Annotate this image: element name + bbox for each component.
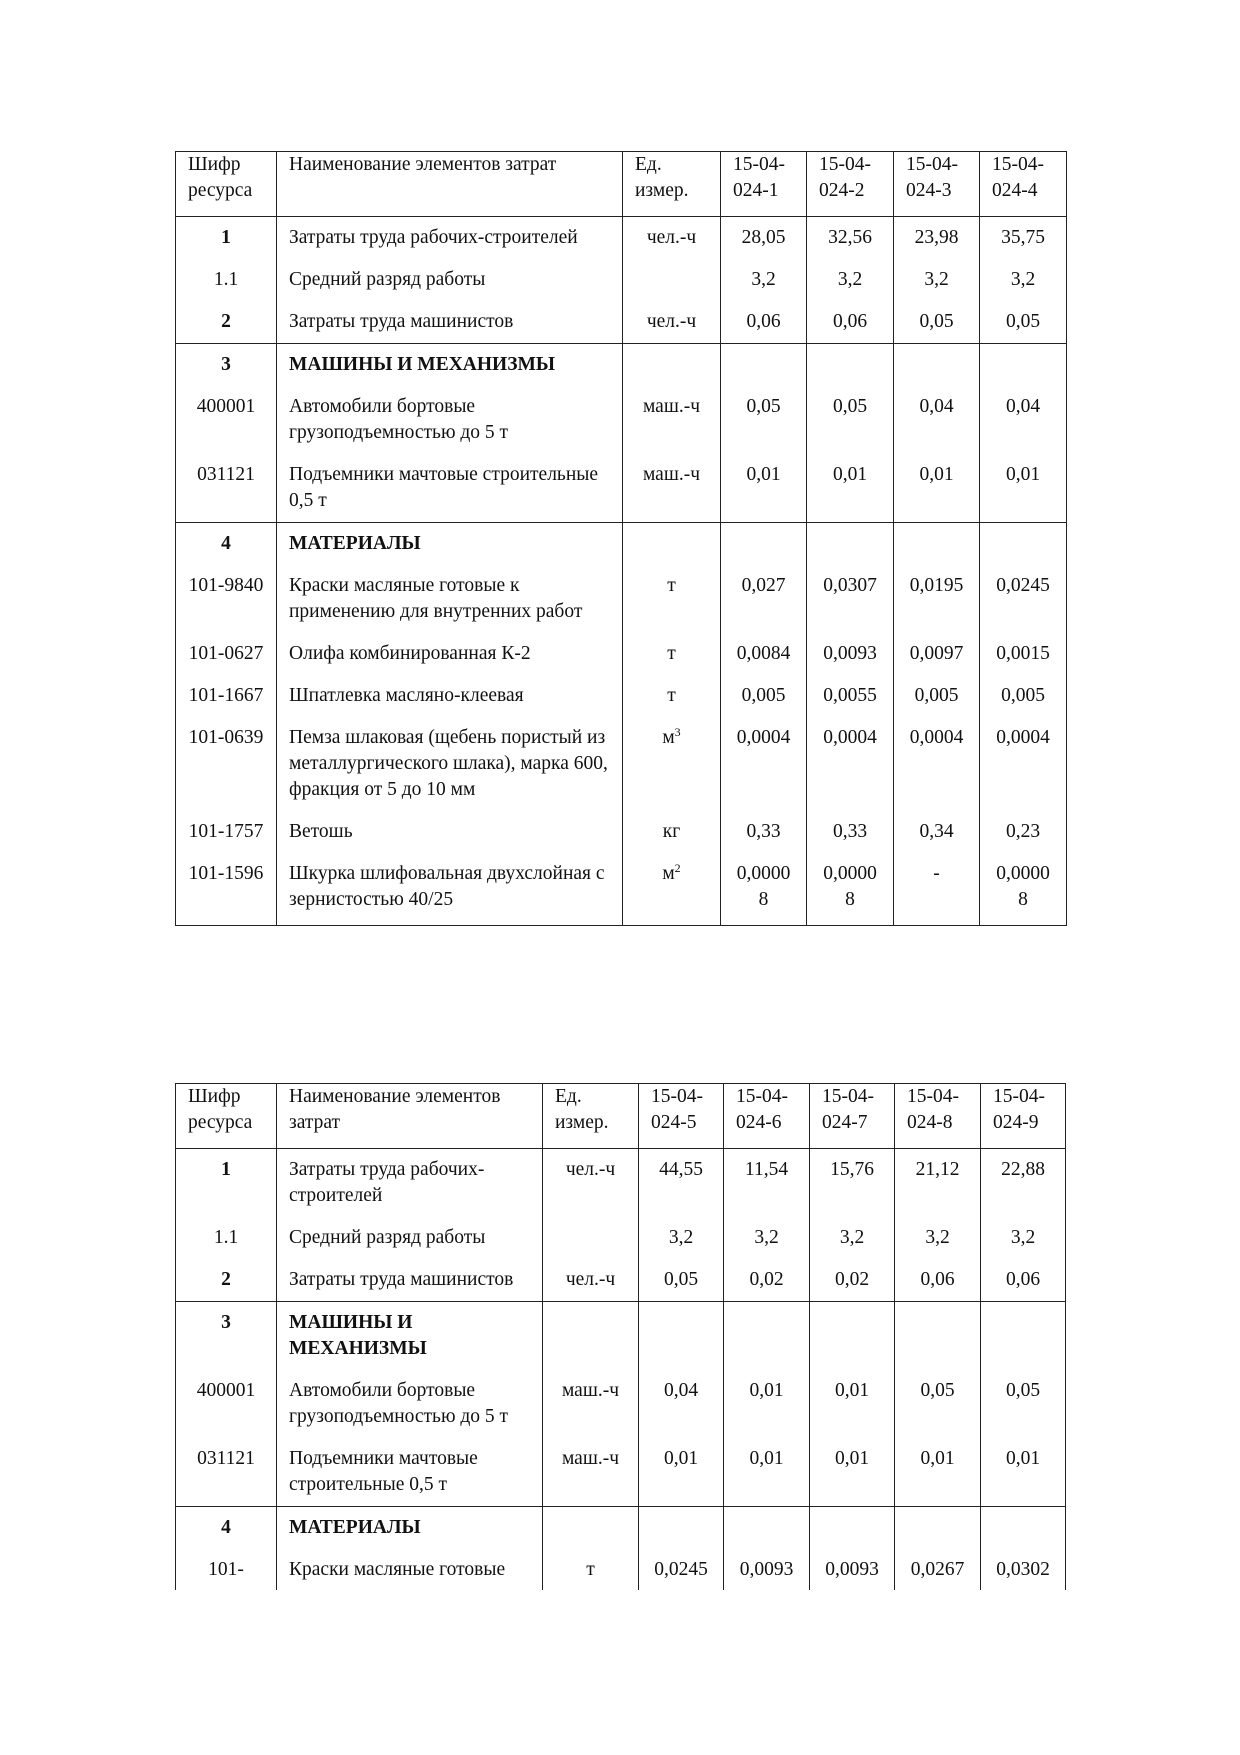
table-row [176,565,1067,633]
value-cell: 0,02 [724,1259,810,1302]
value-cell [807,523,894,566]
value-cell: 3,2 [639,1217,724,1259]
header-col: 15-04-024-4 [980,152,1067,217]
value-cell [894,523,980,566]
resource-name-cell: Подъемники мачтовые строительные 0,5 т [277,1438,543,1507]
value-cell: 0,01 [639,1438,724,1507]
unit-cell [623,675,721,717]
value-cell: 0,0093 [807,633,894,675]
resource-code-cell: 101-1596 [176,853,277,926]
unit-cell [543,1302,639,1371]
value-cell: 0,04 [894,386,980,454]
value-cell: 3,2 [895,1217,981,1259]
value-cell: 0,05 [639,1259,724,1302]
resource-name-cell: Краски масляные готовые к применению для внутренних работ [277,565,623,633]
resource-name-cell: Шпатлевка масляно-клеевая [277,675,623,717]
resource-code-cell: 1.1 [176,259,277,301]
value-cell [639,1302,724,1371]
value-cell [807,344,894,387]
resource-name-cell: МАТЕРИАЛЫ [277,1507,543,1550]
resource-code-cell: 1 [176,217,277,260]
table-row [176,454,1067,523]
value-cell: 0,05 [895,1370,981,1438]
value-cell [810,1507,895,1550]
resource-code-cell: 101-0627 [176,633,277,675]
resource-name-cell: МАШИНЫ И МЕХАНИЗМЫ [277,344,623,387]
value-cell: 32,56 [807,217,894,260]
value-cell: 0,0004 [721,717,807,811]
resource-code-cell: 1 [176,1149,277,1218]
value-cell: 0,00008 [980,853,1067,926]
resource-code-cell: 2 [176,301,277,344]
resource-name-cell: МАТЕРИАЛЫ [277,523,623,566]
page-bottom-margin [0,1590,1240,1755]
value-cell: 3,2 [981,1217,1066,1259]
resource-name-cell: Шкурка шлифовальная двухслойная с зернистостью 40/25 [277,853,623,926]
table-row [176,1370,1066,1438]
value-cell: 0,01 [810,1370,895,1438]
header-code: Шифр ресурса [176,152,277,217]
value-cell: 0,0097 [894,633,980,675]
unit-cell [623,344,721,387]
value-cell: 0,027 [721,565,807,633]
value-cell [724,1507,810,1550]
header-code: Шифр ресурса [176,1084,277,1149]
resource-code-cell: 400001 [176,1370,277,1438]
value-cell [721,523,807,566]
value-cell [724,1302,810,1371]
value-cell: 0,0302 [981,1549,1066,1591]
header-col: 15-04-024-3 [894,152,980,217]
resource-name-cell: Затраты труда машинистов [277,1259,543,1302]
value-cell: 0,0084 [721,633,807,675]
unit-cell [623,259,721,301]
value-cell: 0,01 [724,1370,810,1438]
value-cell: 0,0245 [980,565,1067,633]
value-cell: 0,005 [980,675,1067,717]
header-col: 15-04-024-7 [810,1084,895,1149]
value-cell: 3,2 [810,1217,895,1259]
value-cell: 0,0015 [980,633,1067,675]
header-col: 15-04-024-6 [724,1084,810,1149]
unit-text: маш.-ч [642,396,701,417]
value-cell: 0,0093 [810,1549,895,1591]
unit-cell [543,1217,639,1259]
value-cell: 0,00008 [721,853,807,926]
table-row [176,523,1067,566]
unit-text: маш.-ч [642,464,701,485]
resource-name-cell: Краски масляные готовые [277,1549,543,1591]
value-cell: 0,005 [894,675,980,717]
value-cell [894,344,980,387]
table-row [176,1259,1066,1302]
value-cell: 0,0093 [724,1549,810,1591]
table-row [176,1438,1066,1507]
resource-code-cell: 101- [176,1549,277,1591]
resource-code-cell: 4 [176,1507,277,1550]
value-cell: 0,05 [980,301,1067,344]
unit-text: маш.-ч [561,1448,620,1469]
value-cell: 0,0055 [807,675,894,717]
value-cell: 0,23 [980,811,1067,853]
value-cell [980,344,1067,387]
unit-cell [623,301,721,344]
value-cell: 3,2 [980,259,1067,301]
table-row [176,1217,1066,1259]
resource-code-cell: 2 [176,1259,277,1302]
value-cell [895,1507,981,1550]
unit-text: т [667,575,676,596]
table-row [176,1302,1066,1371]
value-cell: 0,05 [894,301,980,344]
table-row [176,1549,1066,1591]
unit-text: маш.-ч [561,1380,620,1401]
value-cell: 0,05 [807,386,894,454]
resource-table-1 [175,151,1067,926]
value-cell [810,1302,895,1371]
resource-name-cell: Пемза шлаковая (щебень пористый из металлургического шлака), марка 600, фракция от 5 до 10 мм [277,717,623,811]
table-row [176,1149,1066,1218]
table-row [176,217,1067,260]
table-row [176,386,1067,454]
unit-cell [623,454,721,523]
resource-code-cell: 4 [176,523,277,566]
resource-code-cell: 101-9840 [176,565,277,633]
unit-cell [623,853,721,926]
unit-text: м [662,727,675,748]
resource-name-cell: Автомобили бортовые грузоподъемностью до 5 т [277,386,623,454]
table-row [176,633,1067,675]
value-cell [980,523,1067,566]
value-cell: 0,04 [639,1370,724,1438]
resource-code-cell: 101-1667 [176,675,277,717]
unit-cell [623,717,721,811]
unit-exponent: 2 [674,861,681,875]
resource-code-cell: 3 [176,344,277,387]
unit-cell [623,565,721,633]
value-cell [981,1507,1066,1550]
table-row [176,1507,1066,1550]
value-cell: 23,98 [894,217,980,260]
header-name: Наименование элементов затрат [277,1084,543,1149]
header-unit: Ед. измер. [623,152,721,217]
table-header-row [176,152,1067,217]
unit-cell [543,1549,639,1591]
value-cell: 0,02 [810,1259,895,1302]
value-cell: 0,01 [894,454,980,523]
resource-table-2 [175,1083,1066,1591]
value-cell: 0,06 [807,301,894,344]
resource-code-cell: 101-1757 [176,811,277,853]
value-cell: 0,005 [721,675,807,717]
unit-cell [543,1507,639,1550]
value-cell: 0,0195 [894,565,980,633]
table-row [176,301,1067,344]
table-row [176,344,1067,387]
resource-code-cell: 1.1 [176,1217,277,1259]
value-cell: 0,06 [895,1259,981,1302]
value-cell [721,344,807,387]
value-cell: 15,76 [810,1149,895,1218]
unit-cell [543,1370,639,1438]
unit-text: кг [662,821,681,842]
resource-code-cell: 101-0639 [176,717,277,811]
table-row [176,259,1067,301]
value-cell: 0,0307 [807,565,894,633]
resource-name-cell: МАШИНЫ И МЕХАНИЗМЫ [277,1302,543,1371]
resource-code-cell: 400001 [176,386,277,454]
resource-name-cell: Олифа комбинированная К-2 [277,633,623,675]
unit-text: чел.-ч [565,1269,616,1290]
value-cell: 21,12 [895,1149,981,1218]
value-cell: 0,05 [981,1370,1066,1438]
table-row [176,675,1067,717]
unit-cell [623,633,721,675]
resource-code-cell: 031121 [176,454,277,523]
unit-text: т [667,643,676,664]
value-cell: 0,0004 [980,717,1067,811]
value-cell: - [894,853,980,926]
header-name: Наименование элементов затрат [277,152,623,217]
value-cell: 0,33 [807,811,894,853]
table-header-row [176,1084,1066,1149]
value-cell: 0,01 [724,1438,810,1507]
value-cell: 3,2 [724,1217,810,1259]
resource-name-cell: Средний разряд работы [277,1217,543,1259]
value-cell: 3,2 [721,259,807,301]
header-col: 15-04-024-5 [639,1084,724,1149]
resource-name-cell: Затраты труда машинистов [277,301,623,344]
table-row [176,853,1067,926]
value-cell: 0,04 [980,386,1067,454]
value-cell: 0,34 [894,811,980,853]
resource-name-cell: Средний разряд работы [277,259,623,301]
value-cell: 11,54 [724,1149,810,1218]
value-cell [981,1302,1066,1371]
value-cell: 0,01 [981,1438,1066,1507]
header-col: 15-04-024-8 [895,1084,981,1149]
value-cell: 0,01 [895,1438,981,1507]
resource-code-cell: 3 [176,1302,277,1371]
unit-text: т [667,685,676,706]
value-cell: 0,0004 [894,717,980,811]
value-cell [895,1302,981,1371]
value-cell: 0,00008 [807,853,894,926]
value-cell: 0,33 [721,811,807,853]
value-cell: 0,01 [807,454,894,523]
value-cell: 0,0267 [895,1549,981,1591]
unit-cell [543,1259,639,1302]
value-cell: 0,01 [980,454,1067,523]
value-cell: 3,2 [807,259,894,301]
value-cell: 0,06 [721,301,807,344]
unit-cell [623,217,721,260]
unit-text: чел.-ч [646,227,697,248]
table-row [176,717,1067,811]
unit-cell [543,1149,639,1218]
value-cell: 44,55 [639,1149,724,1218]
unit-text: чел.-ч [565,1159,616,1180]
resource-name-cell: Подъемники мачтовые строительные 0,5 т [277,454,623,523]
resource-name-cell: Затраты труда рабочих-строителей [277,217,623,260]
unit-cell [543,1438,639,1507]
unit-text: т [586,1559,595,1580]
value-cell: 0,0004 [807,717,894,811]
resource-name-cell: Ветошь [277,811,623,853]
resource-code-cell: 031121 [176,1438,277,1507]
unit-cell [623,523,721,566]
resource-name-cell: Затраты труда рабочих-строителей [277,1149,543,1218]
value-cell: 0,0245 [639,1549,724,1591]
value-cell [639,1507,724,1550]
unit-text: м [662,863,675,884]
value-cell: 0,01 [810,1438,895,1507]
unit-text: чел.-ч [646,311,697,332]
unit-exponent: 3 [674,725,681,739]
value-cell: 0,05 [721,386,807,454]
value-cell: 35,75 [980,217,1067,260]
table-row [176,811,1067,853]
header-col: 15-04-024-1 [721,152,807,217]
value-cell: 22,88 [981,1149,1066,1218]
value-cell: 28,05 [721,217,807,260]
unit-cell [623,811,721,853]
header-col: 15-04-024-9 [981,1084,1066,1149]
header-unit: Ед. измер. [543,1084,639,1149]
unit-cell [623,386,721,454]
header-col: 15-04-024-2 [807,152,894,217]
value-cell: 3,2 [894,259,980,301]
value-cell: 0,01 [721,454,807,523]
resource-name-cell: Автомобили бортовые грузоподъемностью до 5 т [277,1370,543,1438]
value-cell: 0,06 [981,1259,1066,1302]
